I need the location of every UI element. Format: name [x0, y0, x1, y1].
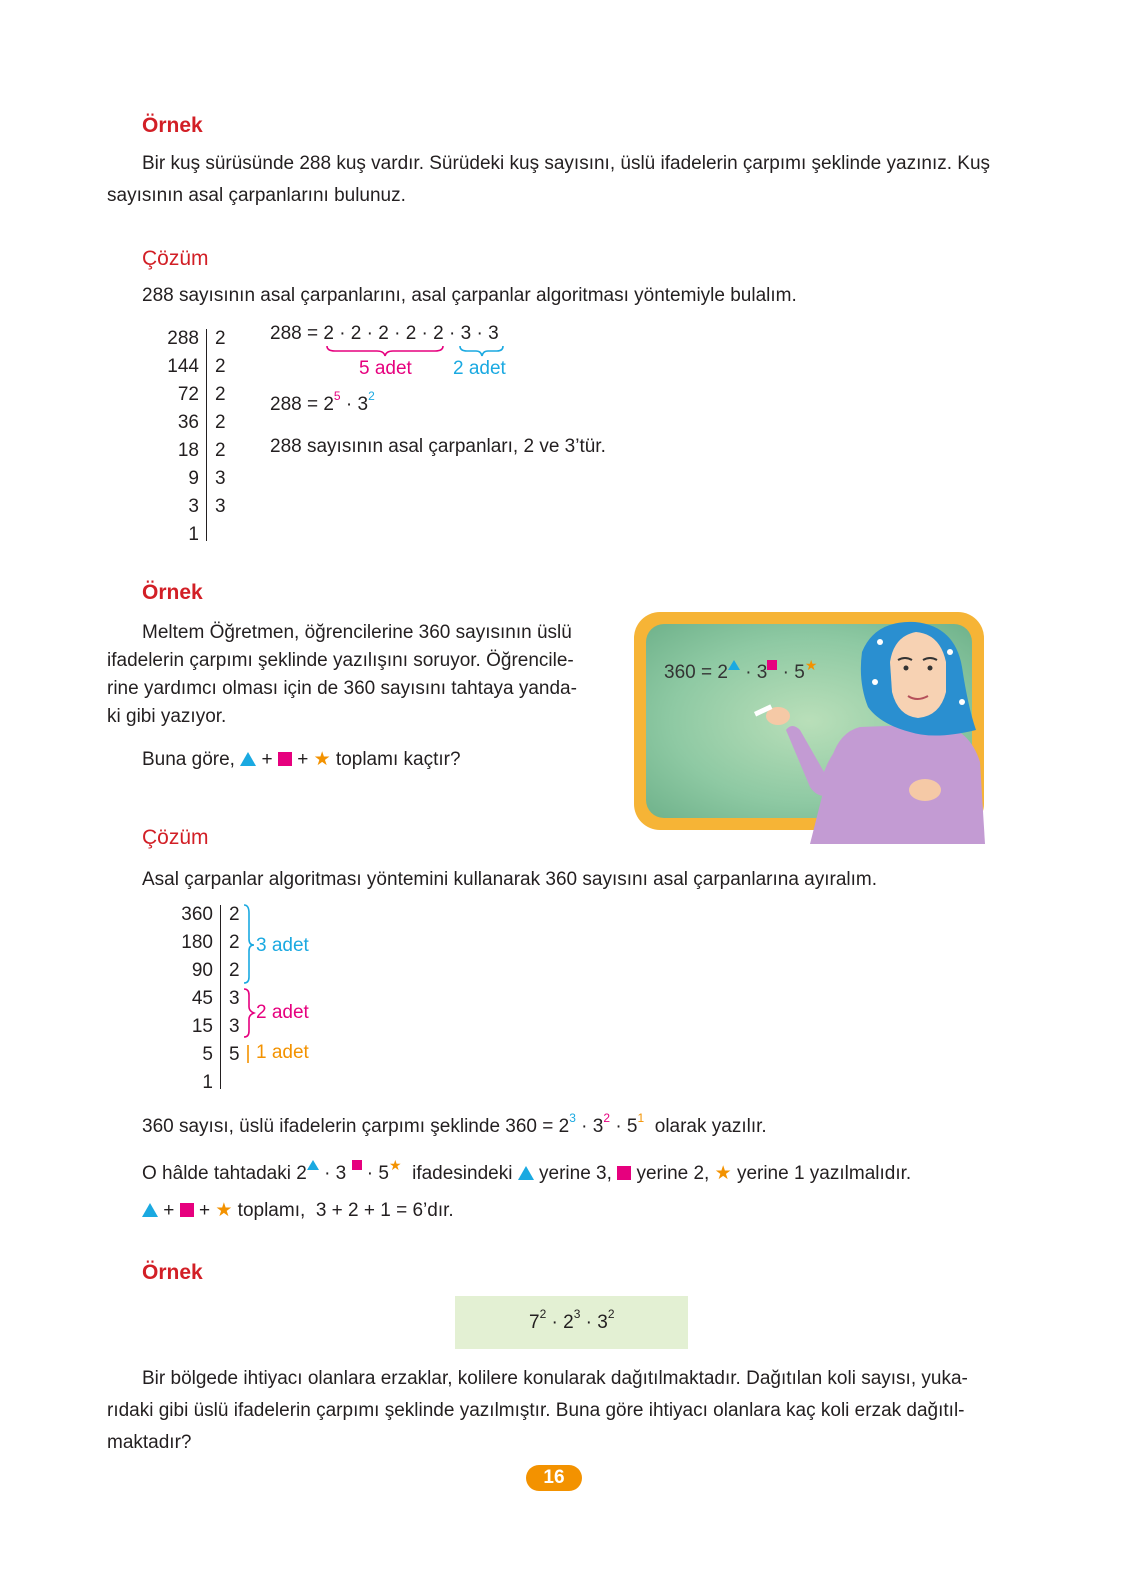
example-text-line: Meltem Öğretmen, öğrencilerine 360 sayısının üslü	[142, 622, 572, 643]
triangle-icon	[307, 1160, 319, 1170]
count-label-5: 5 adet	[359, 358, 412, 379]
solution-intro: 288 sayısının asal çarpanlarını, asal çarpanlar algoritması yöntemiyle bulalım.	[142, 285, 797, 306]
board-mid: · 3	[739, 662, 768, 683]
ladder-number: 72	[177, 384, 199, 405]
board-line-prefix: O hâlde tahtadaki 2	[142, 1163, 307, 1184]
plus-sign: +	[297, 749, 309, 770]
ladder-number: 5	[202, 1044, 213, 1065]
ladder-divider-line	[206, 329, 207, 541]
example-heading: Örnek	[142, 114, 203, 137]
board-prefix: 360 = 2	[664, 662, 728, 683]
board-line-text: yerine 3,	[539, 1163, 612, 1184]
ladder-number: 288	[167, 328, 199, 349]
ladder-factor: 3	[229, 1016, 240, 1037]
exponent-5: 5	[333, 388, 341, 403]
star-icon: ★	[313, 749, 331, 770]
ladder-factors	[215, 325, 226, 521]
count-label-2: 2 adet	[256, 1002, 309, 1023]
ladder-factor: 3	[215, 468, 226, 489]
curly-brace-icon	[325, 344, 510, 358]
ladder-numbers	[163, 901, 213, 1097]
ladder-number: 1	[202, 1072, 213, 1093]
example-text-line: rıdaki gibi üslü ifadelerin çarpımı şeklinde yazılmıştır. Buna göre ihtiyacı olanlara kaç koli erzak dağıtıl-	[107, 1400, 965, 1421]
exponent-2: 2	[368, 388, 375, 403]
eq-dot: ·	[443, 323, 461, 344]
ladder-numbers	[149, 325, 199, 549]
ladder-factor: 3	[229, 988, 240, 1009]
solution-heading: Çözüm	[142, 247, 209, 270]
star-icon: ★	[215, 1200, 233, 1221]
ladder-factor: 2	[215, 412, 226, 433]
teacher-illustration	[740, 612, 990, 844]
ladder-number: 9	[188, 468, 199, 489]
expr-exponent: 2	[607, 1306, 615, 1321]
expr-base: 7	[529, 1312, 540, 1333]
ladder-number: 180	[181, 932, 213, 953]
example-text-line: sayısının asal çarpanlarını bulunuz.	[107, 185, 406, 206]
exponent-1: 1	[637, 1110, 645, 1125]
curly-brace-icon	[242, 903, 256, 1077]
triangle-icon	[240, 752, 256, 766]
plus-sign: +	[198, 1200, 211, 1221]
triangle-icon	[518, 1166, 534, 1180]
ladder-number: 144	[167, 356, 199, 377]
board-line-text: ifadesindeki	[412, 1163, 513, 1184]
equation-exponent	[270, 388, 375, 416]
ladder-factor: 2	[229, 960, 240, 981]
eq-twos: 2 · 2 · 2 · 2 · 2	[323, 323, 444, 344]
result-prefix: 360 sayısı, üslü ifadelerin çarpımı şeklinde 360 = 2	[142, 1116, 570, 1137]
question-suffix: toplamı kaçtır?	[335, 749, 461, 770]
ladder-factor: 2	[215, 384, 226, 405]
question-line	[142, 748, 461, 771]
sum-line	[142, 1199, 454, 1222]
board-line-text: yerine 2,	[636, 1163, 710, 1184]
triangle-icon	[142, 1203, 158, 1217]
eq2-prefix: 288 = 2	[270, 394, 334, 415]
example-heading: Örnek	[142, 581, 203, 604]
ladder-factor: 2	[215, 356, 226, 377]
square-icon	[278, 752, 292, 766]
board-line-mid: · 5	[361, 1163, 389, 1184]
example-text-line: Bir bölgede ihtiyacı olanlara erzaklar, kolilere konularak dağıtılmaktadır. Dağıtılan koli sayısı, yuka-	[142, 1368, 968, 1389]
ladder-number: 15	[191, 1016, 213, 1037]
example-text-line: ifadelerin çarpımı şeklinde yazılışını soruyor. Öğrencile-	[107, 650, 574, 671]
ladder-factor: 3	[215, 496, 226, 517]
board-mid: · 5	[777, 662, 805, 683]
example-text-line: rine yardımcı olması için de 360 sayısını tahtaya yanda-	[107, 678, 577, 699]
expression	[529, 1306, 615, 1334]
ladder-factors	[229, 901, 240, 1069]
square-icon	[617, 1166, 631, 1180]
page-number: 16	[526, 1465, 582, 1491]
ladder-number: 45	[191, 988, 213, 1009]
ladder-divider-line	[220, 905, 221, 1089]
square-icon	[180, 1203, 194, 1217]
solution-intro: Asal çarpanlar algoritması yöntemini kullanarak 360 sayısını asal çarpanlarına ayıralım.	[142, 869, 878, 890]
triangle-icon	[728, 660, 740, 670]
ladder-factor: 2	[215, 440, 226, 461]
count-label-1: 1 adet	[256, 1042, 309, 1063]
expr-exponent: 2	[539, 1306, 547, 1321]
square-icon	[352, 1160, 362, 1170]
board-substitution-line	[142, 1157, 911, 1185]
equation-expanded	[270, 322, 499, 346]
question-prefix: Buna göre,	[142, 749, 235, 770]
example-text-line: Bir kuş sürüsünde 288 kuş vardır. Sürüdeki kuş sayısını, üslü ifadelerin çarpımı şeklinde yazınız. Kuş	[142, 153, 991, 174]
ladder-number: 1	[188, 524, 199, 545]
ladder-factor: 2	[215, 328, 226, 349]
ladder-number: 18	[177, 440, 199, 461]
ladder-number: 36	[177, 412, 199, 433]
board-line-text: yerine 1 yazılmalıdır.	[736, 1163, 912, 1184]
solution-heading: Çözüm	[142, 826, 209, 849]
expr-base: · 3	[580, 1312, 608, 1333]
exponent-3: 3	[569, 1110, 576, 1125]
example-text-line: ki gibi yazıyor.	[107, 706, 227, 727]
board-line-mid: · 3	[318, 1163, 347, 1184]
ladder-number: 90	[191, 960, 213, 981]
ladder-factor: 5	[229, 1044, 240, 1065]
expr-exponent: 3	[573, 1306, 581, 1321]
star-icon: ★	[804, 657, 818, 673]
ladder-factor: 2	[229, 904, 240, 925]
conclusion-text: 288 sayısının asal çarpanları, 2 ve 3’tür.	[270, 436, 606, 457]
count-label-2: 2 adet	[453, 358, 506, 379]
result-mid: · 5	[610, 1116, 638, 1137]
expression-box	[455, 1296, 688, 1349]
result-mid: · 3	[575, 1116, 604, 1137]
plus-sign: +	[261, 749, 273, 770]
example-heading: Örnek	[142, 1261, 203, 1284]
ladder-factor: 2	[229, 932, 240, 953]
star-icon: ★	[388, 1157, 402, 1173]
star-icon: ★	[714, 1163, 732, 1184]
count-label-3: 3 adet	[256, 935, 309, 956]
example-text-line: maktadır?	[107, 1432, 192, 1453]
ladder-number: 360	[181, 904, 213, 925]
eq2-mid: · 3	[340, 394, 369, 415]
plus-sign: +	[163, 1200, 175, 1221]
result-suffix: olarak yazılır.	[654, 1116, 767, 1137]
exponent-2: 2	[603, 1110, 611, 1125]
eq-threes: 3 · 3	[460, 323, 499, 344]
ladder-number: 3	[188, 496, 199, 517]
result-line	[142, 1110, 767, 1138]
eq-prefix: 288 =	[270, 323, 324, 344]
sum-text: toplamı, 3 + 2 + 1 = 6’dır.	[237, 1200, 454, 1221]
expr-base: · 2	[546, 1312, 574, 1333]
